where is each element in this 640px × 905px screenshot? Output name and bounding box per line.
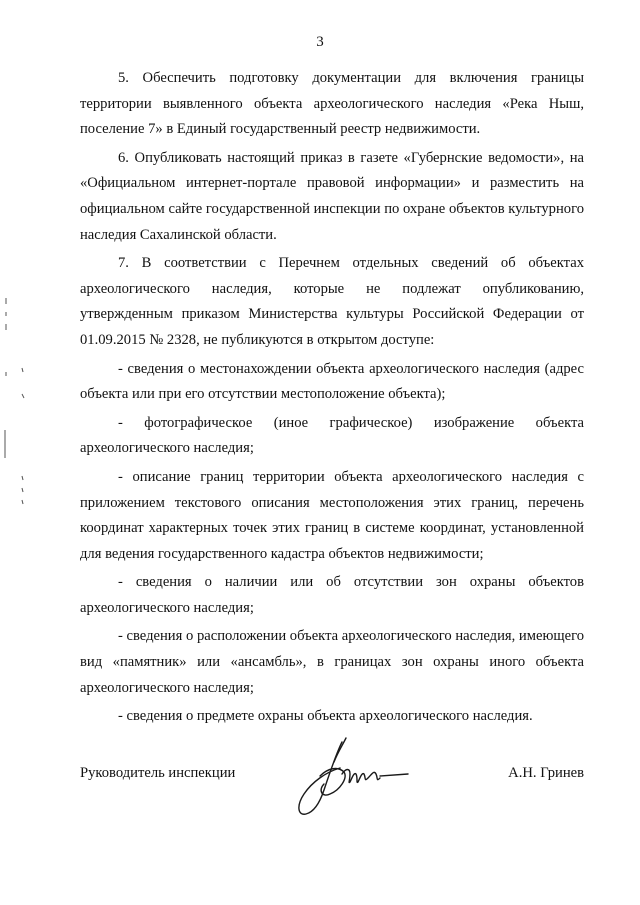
list-item-protection-subject: - сведения о предмете охраны объекта археологического наследия. (118, 708, 533, 725)
paragraph-item-7: 7. В соответствии с Перечнем отдельных сведений об объектах археологического наследия, которые не подлежат опубликованию, утвержденным приказом Министерства культуры Российской Федерации от 01.09.2015 № 2328, не публикуются в открытом доступе: (80, 255, 584, 348)
document-body (80, 66, 584, 730)
page-number: 3 (316, 34, 324, 50)
list-item-photo: - фотографическое (иное графическое) изображение объекта археологического наследия; (80, 414, 584, 457)
list-item-protection-zones: - сведения о наличии или об отсутствии зон охраны объектов археологического наследия; (80, 574, 584, 616)
list-item-boundaries: - описание границ территории объекта археологического наследия с приложением текстового описания местоположения этих границ, перечень координат характерных точек этих границ в системе координат, установленной для ведения государственного кадастра объектов недвижимости; (80, 468, 584, 562)
scan-margin-marks (0, 290, 30, 520)
list-item-location: - сведения о местонахождении объекта археологического наследия (адрес объекта или при его отсутствии местоположение объекта); (80, 360, 584, 403)
list-item-monument-location: - сведения о расположении объекта археологического наследия, имеющего вид «памятник» или «ансамбль», в границах зон охраны иного объекта археологического наследия; (80, 628, 584, 696)
paragraph-item-6: 6. Опубликовать настоящий приказ в газете «Губернские ведомости», на «Официальном интернет-портале правовой информации» и разместить на официальном сайте государственной инспекции по охране объектов культурного наследия Сахалинской области. (80, 149, 584, 243)
paragraph-item-5: 5. Обеспечить подготовку документации для включения границы территории выявленного объекта археологического наследия «Река Ныш, поселение 7» в Единый государственный реестр недвижимости. (80, 70, 584, 138)
position-title: Руководитель инспекции (80, 765, 236, 781)
handwritten-signature (290, 732, 420, 822)
signer-name: А.Н. Гринев (508, 765, 584, 781)
